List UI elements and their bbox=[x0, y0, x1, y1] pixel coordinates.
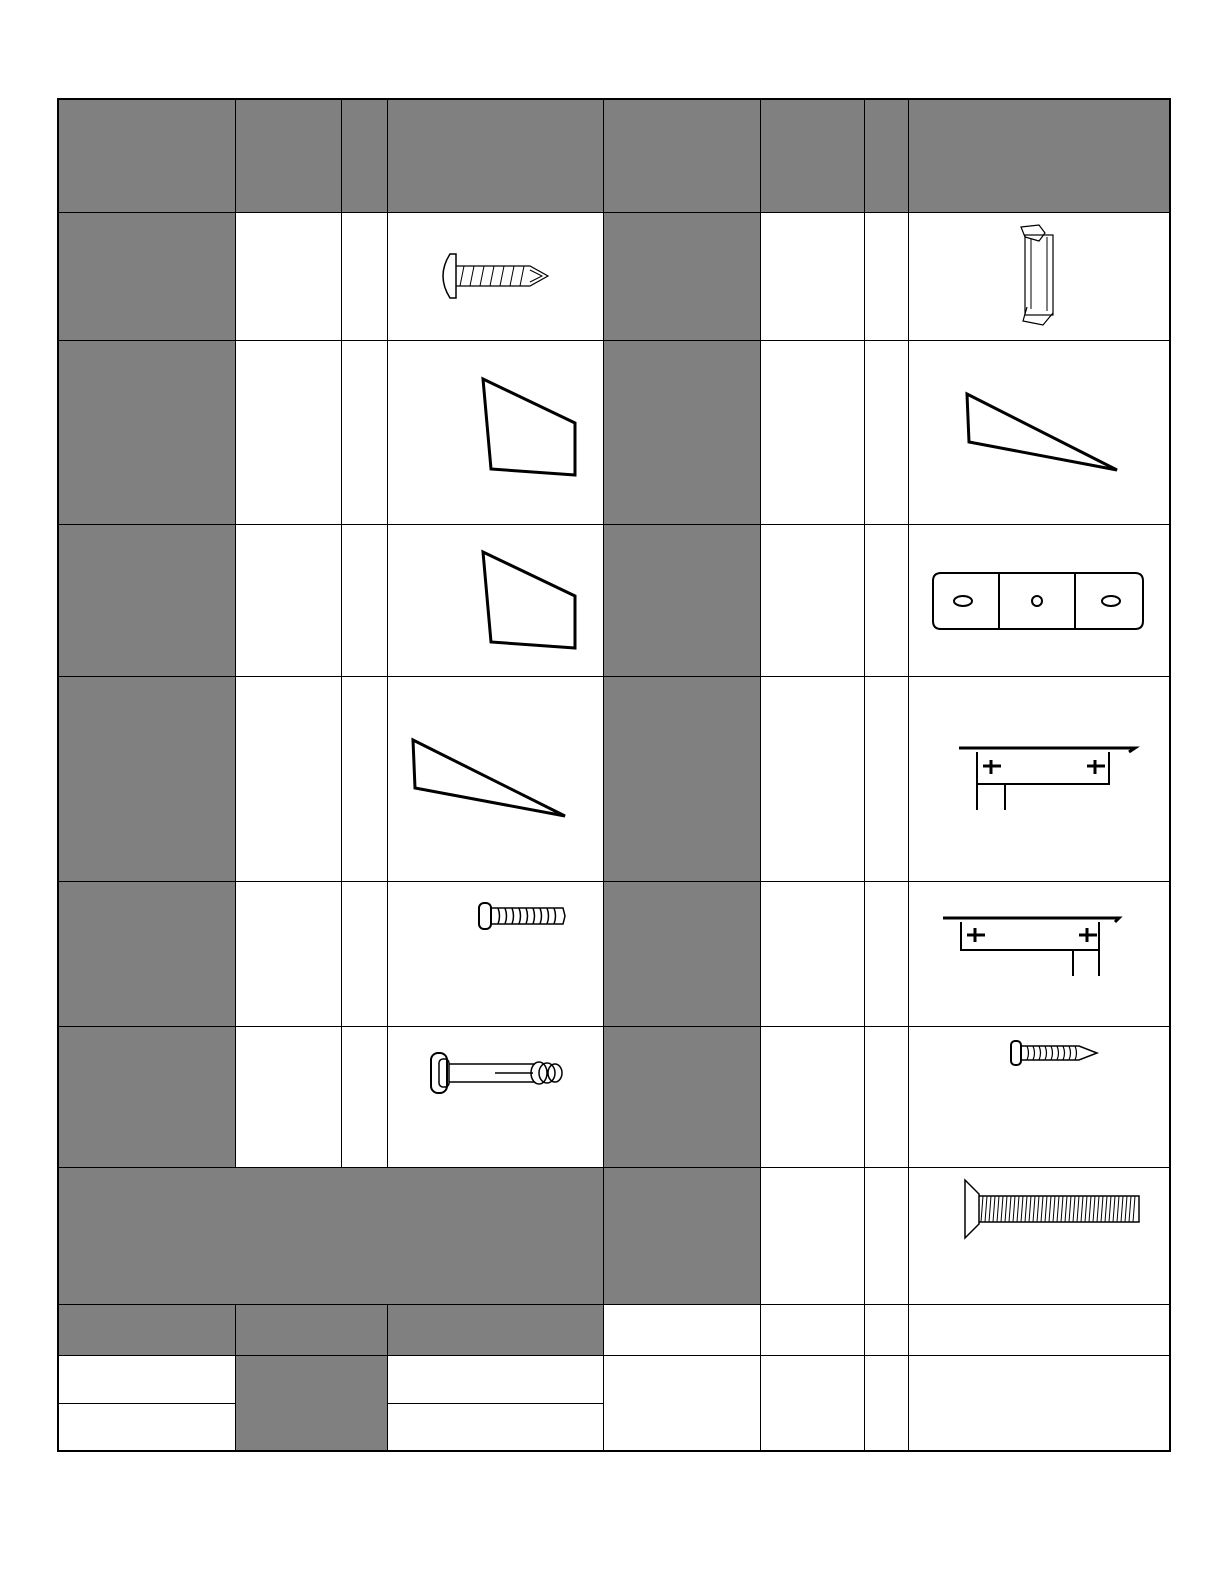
part-qty-cell bbox=[864, 1026, 908, 1168]
part-name-cell bbox=[760, 882, 864, 1027]
merged-empty-cell bbox=[58, 1168, 603, 1305]
part-qty-cell bbox=[341, 882, 387, 1027]
part-name-cell bbox=[760, 676, 864, 881]
part-name-cell bbox=[235, 1026, 341, 1168]
part-name-cell bbox=[235, 882, 341, 1027]
footer-cell bbox=[387, 1403, 603, 1451]
footer-cell bbox=[58, 1356, 235, 1404]
table-row bbox=[58, 341, 1170, 525]
part-qty-cell bbox=[864, 1168, 908, 1305]
right-mounting-bracket-icon bbox=[939, 914, 1139, 994]
triangle-wedge-panel-icon bbox=[939, 388, 1139, 478]
part-name-cell bbox=[760, 341, 864, 525]
table-row bbox=[58, 525, 1170, 677]
part-letter-cell bbox=[603, 525, 760, 677]
part-qty-cell bbox=[864, 882, 908, 1027]
part-qty-cell bbox=[341, 676, 387, 881]
triangle-wedge-panel-icon bbox=[395, 734, 595, 824]
table-row bbox=[58, 676, 1170, 881]
footer-cell bbox=[58, 1304, 235, 1356]
footer-cell bbox=[908, 1356, 1170, 1451]
part-qty-cell bbox=[341, 525, 387, 677]
header-cell-7 bbox=[864, 99, 908, 212]
footer-cell bbox=[58, 1403, 235, 1451]
table-row bbox=[58, 1168, 1170, 1305]
trapezoid-wedge-panel-icon bbox=[395, 373, 595, 493]
part-qty-cell bbox=[864, 676, 908, 881]
header-row bbox=[58, 99, 1170, 212]
part-letter-cell bbox=[603, 1026, 760, 1168]
part-qty-cell bbox=[864, 525, 908, 677]
countersunk-machine-bolt-icon bbox=[939, 1176, 1139, 1296]
part-letter-cell bbox=[58, 676, 235, 881]
part-qty-cell bbox=[341, 341, 387, 525]
part-name-cell bbox=[235, 676, 341, 881]
footer-cell bbox=[760, 1304, 864, 1356]
header-cell-2 bbox=[235, 99, 341, 212]
wall-mount-bracket-clip-icon bbox=[1009, 221, 1069, 331]
part-image-cell bbox=[387, 525, 603, 677]
part-name-cell bbox=[760, 1168, 864, 1305]
header-cell-6 bbox=[760, 99, 864, 212]
parts-table bbox=[57, 98, 1171, 1452]
part-image-cell bbox=[387, 1026, 603, 1168]
connecting-plate-three-holes-icon bbox=[929, 569, 1149, 633]
part-image-cell bbox=[387, 212, 603, 340]
part-letter-cell bbox=[603, 676, 760, 881]
part-qty-cell bbox=[864, 212, 908, 340]
part-letter-cell bbox=[58, 1026, 235, 1168]
flat-head-self-drilling-screw-icon bbox=[430, 246, 560, 306]
footer-cell bbox=[387, 1356, 603, 1404]
part-name-cell bbox=[235, 525, 341, 677]
part-name-cell bbox=[760, 525, 864, 677]
left-mounting-bracket-icon bbox=[939, 744, 1139, 814]
part-qty-cell bbox=[341, 212, 387, 340]
part-letter-cell bbox=[58, 212, 235, 340]
part-image-cell bbox=[908, 212, 1170, 340]
part-image-cell bbox=[387, 676, 603, 881]
header-cell-4 bbox=[387, 99, 603, 212]
part-image-cell bbox=[908, 676, 1170, 881]
header-cell-5 bbox=[603, 99, 760, 212]
part-letter-cell bbox=[603, 1168, 760, 1305]
footer-cell bbox=[235, 1304, 387, 1356]
table-row bbox=[58, 1026, 1170, 1168]
footer-cell bbox=[908, 1304, 1170, 1356]
part-letter-cell bbox=[603, 212, 760, 340]
part-image-cell bbox=[908, 341, 1170, 525]
part-image-cell bbox=[387, 882, 603, 1027]
part-name-cell bbox=[235, 212, 341, 340]
cam-bolt-dowel-icon bbox=[395, 1047, 595, 1147]
part-qty-cell bbox=[864, 341, 908, 525]
part-name-cell bbox=[235, 341, 341, 525]
header-cell-1 bbox=[58, 99, 235, 212]
part-image-cell bbox=[908, 1168, 1170, 1305]
header-cell-3 bbox=[341, 99, 387, 212]
footer-row bbox=[58, 1304, 1170, 1356]
footer-cell bbox=[387, 1304, 603, 1356]
part-name-cell bbox=[760, 212, 864, 340]
footer-cell bbox=[864, 1304, 908, 1356]
footer-cell bbox=[603, 1304, 760, 1356]
part-name-cell bbox=[760, 1026, 864, 1168]
footer-row bbox=[58, 1356, 1170, 1404]
part-letter-cell bbox=[58, 882, 235, 1027]
short-machine-screw-icon bbox=[395, 899, 595, 1009]
part-image-cell bbox=[908, 525, 1170, 677]
part-image-cell bbox=[387, 341, 603, 525]
table-row bbox=[58, 882, 1170, 1027]
part-letter-cell bbox=[603, 341, 760, 525]
part-image-cell bbox=[908, 882, 1170, 1027]
part-image-cell bbox=[908, 1026, 1170, 1168]
part-qty-cell bbox=[341, 1026, 387, 1168]
part-letter-cell bbox=[58, 341, 235, 525]
part-letter-cell bbox=[603, 882, 760, 1027]
trapezoid-wedge-panel-icon bbox=[395, 546, 595, 656]
part-letter-cell bbox=[58, 525, 235, 677]
table-row bbox=[58, 212, 1170, 340]
pointed-wood-screw-icon bbox=[939, 1037, 1139, 1157]
footer-merged-gray-cell bbox=[235, 1356, 387, 1451]
footer-cell bbox=[603, 1356, 760, 1451]
footer-cell bbox=[864, 1356, 908, 1451]
header-cell-8 bbox=[908, 99, 1170, 212]
footer-cell bbox=[760, 1356, 864, 1451]
